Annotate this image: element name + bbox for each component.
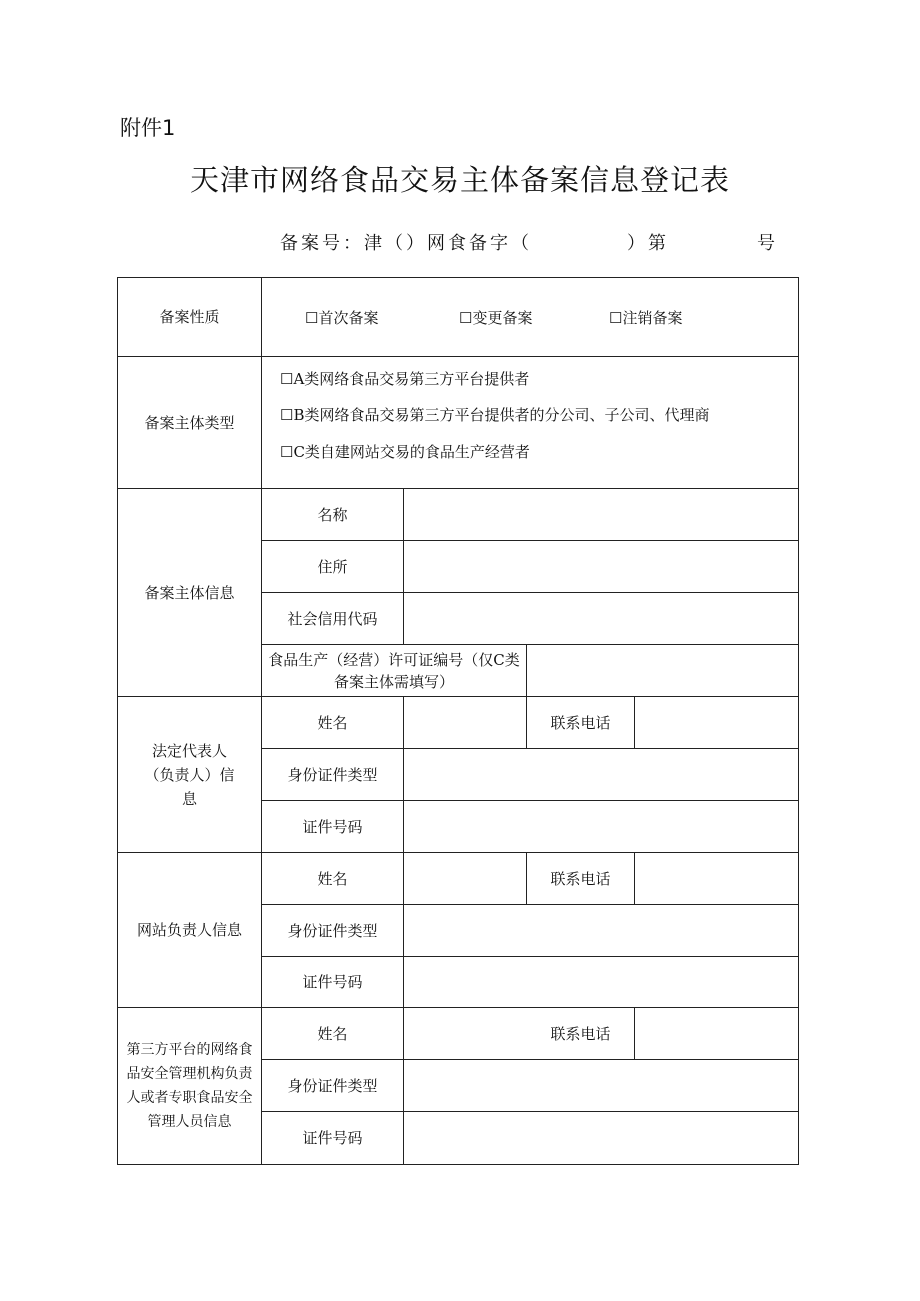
website-head-label: 网站负责人信息	[136, 921, 242, 939]
entity-info-label: 备案主体信息	[144, 583, 235, 602]
website-head-id-type-label: 身份证件类型	[287, 921, 378, 940]
entity-name-label: 名称	[317, 505, 348, 524]
website-head-name-label: 姓名	[317, 869, 348, 888]
checkbox-change-filing[interactable]: ☐变更备案	[459, 309, 533, 327]
platform-safety-phone-field[interactable]	[635, 1008, 798, 1059]
checkbox-type-b[interactable]: ☐B类网络食品交易第三方平台提供者的分公司、子公司、代理商	[280, 406, 710, 424]
platform-safety-id-type-field[interactable]	[404, 1060, 798, 1111]
checkbox-cancel-filing[interactable]: ☐注销备案	[609, 309, 683, 327]
legal-rep-id-no-label: 证件号码	[302, 817, 363, 836]
legal-rep-id-no-field[interactable]	[404, 801, 798, 852]
website-head-name-field[interactable]	[404, 853, 526, 904]
platform-safety-id-no-label: 证件号码	[302, 1129, 363, 1147]
website-head-id-type-field[interactable]	[404, 905, 798, 956]
legal-rep-id-type-label: 身份证件类型	[287, 765, 378, 784]
platform-safety-id-no-field[interactable]	[404, 1112, 798, 1164]
platform-safety-label: 第三方平台的网络食品安全管理机构负责人或者专职食品安全管理人员信息	[126, 1042, 253, 1130]
entity-address-field[interactable]	[404, 541, 798, 592]
website-head-id-no-field[interactable]	[404, 957, 798, 1007]
entity-address-label: 住所	[317, 557, 348, 576]
license-number-field[interactable]	[527, 645, 798, 696]
platform-safety-id-type-label: 身份证件类型	[287, 1076, 378, 1095]
form-title: 天津市网络食品交易主体备案信息登记表	[189, 163, 730, 197]
credit-code-label: 社会信用代码	[287, 609, 378, 628]
filing-nature-label: 备案性质	[159, 308, 220, 326]
legal-rep-id-type-field[interactable]	[404, 749, 798, 800]
checkbox-first-filing[interactable]: ☐首次备案	[305, 309, 379, 327]
entity-name-field[interactable]	[404, 489, 798, 540]
license-number-label: 食品生产（经营）许可证编号（仅C类备案主体需填写）	[268, 650, 520, 691]
website-head-phone-label: 联系电话	[550, 869, 611, 888]
entity-type-label: 备案主体类型	[144, 413, 235, 432]
legal-rep-phone-label: 联系电话	[550, 713, 611, 732]
platform-safety-name-field[interactable]	[404, 1008, 526, 1059]
checkbox-type-a[interactable]: ☐A类网络食品交易第三方平台提供者	[280, 370, 530, 388]
checkbox-type-c[interactable]: ☐C类自建网站交易的食品生产经营者	[280, 443, 530, 461]
legal-rep-phone-field[interactable]	[635, 697, 798, 748]
website-head-id-no-label: 证件号码	[302, 973, 363, 991]
attachment-label: 附件1	[120, 116, 176, 140]
platform-safety-name-label: 姓名	[317, 1024, 348, 1043]
platform-safety-phone-label: 联系电话	[550, 1024, 611, 1043]
credit-code-field[interactable]	[404, 593, 798, 644]
website-head-phone-field[interactable]	[635, 853, 798, 904]
legal-rep-name-label: 姓名	[317, 713, 348, 732]
registration-prefix: 备案号：津（）网食备字（	[280, 233, 532, 254]
registration-middle: ）第	[627, 233, 669, 254]
registration-suffix: 号	[757, 233, 778, 254]
legal-rep-name-field[interactable]	[404, 697, 526, 748]
legal-rep-label: 法定代表人（负责人）信息	[144, 741, 235, 808]
